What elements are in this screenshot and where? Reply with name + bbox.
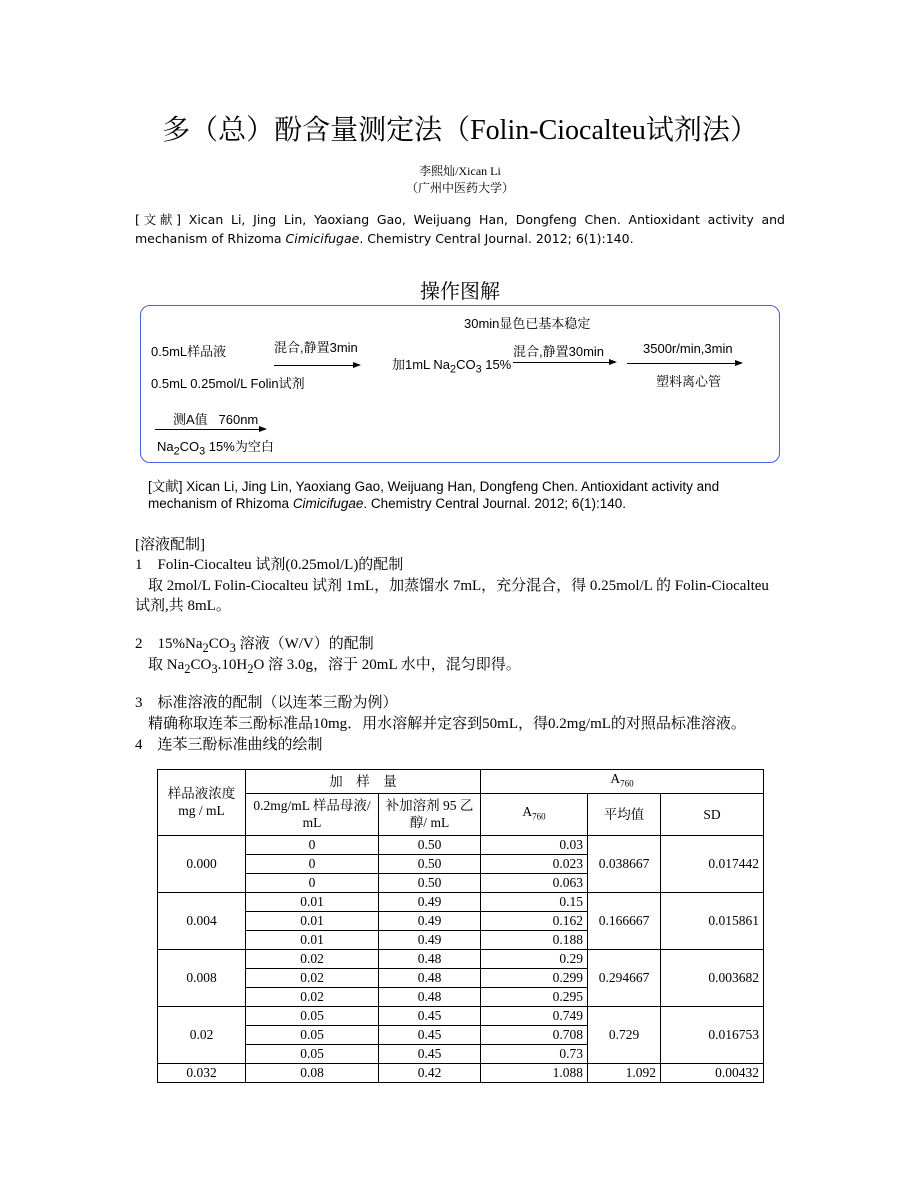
- arrow-icon: [155, 429, 265, 430]
- absorbance-cell: 0.299: [481, 968, 588, 987]
- mean-cell: 0.729: [588, 1006, 661, 1063]
- procedure-diagram: [140, 305, 780, 463]
- diagram-caption: [文献] Xican Li, Jing Lin, Yaoxiang Gao, Weijuang Han, Dongfeng Chen. Antioxidant activity and mechanism of Rhizoma Cimicifugae. Chemistry Central Journal. 2012; 6(1):140.: [148, 479, 720, 511]
- stock-volume-cell: 0.01: [246, 911, 379, 930]
- arrow-icon: [627, 363, 741, 364]
- absorbance-cell: 0.162: [481, 911, 588, 930]
- step1-label: 混合,静置3min: [274, 340, 358, 355]
- solvent-volume-cell: 0.48: [379, 949, 481, 968]
- blank-label: $Na_2CO_3$ 15%为空白: [157, 439, 274, 458]
- absorbance-cell: 0.29: [481, 949, 588, 968]
- add-label: 加1mL $Na_2CO_3$ 15%: [392, 357, 512, 376]
- table-row: [158, 949, 764, 968]
- mean-cell: 0.294667: [588, 949, 661, 1006]
- absorbance-cell: 0.749: [481, 1006, 588, 1025]
- stock-volume-cell: 0.05: [246, 1025, 379, 1044]
- concentration-cell: 0.004: [158, 892, 246, 949]
- arrow-icon: [274, 365, 359, 366]
- stock-volume-cell: 0.01: [246, 892, 379, 911]
- item-3-body: 精确称取连苯三酚标准品10mg．用水溶解并定容到50mL，得0.2mg/mL的对照品标准溶液。: [148, 716, 746, 732]
- tube-label: 塑料离心管: [656, 374, 722, 389]
- reference: [文献] Xican Li, Jing Lin, Yaoxiang Gao, Weijuang Han, Dongfeng Chen. Antioxidant activity and mechanism of Rhizoma Cimicifugae. Chemistry Central Journal. 2012; 6(1):140.: [135, 212, 785, 246]
- absorbance-cell: 0.063: [481, 873, 588, 892]
- mean-cell: 1.092: [588, 1063, 661, 1082]
- stable-label: 30min显色已基本稳定: [464, 316, 591, 331]
- stock-volume-cell: 0: [246, 835, 379, 854]
- solvent-volume-cell: 0.49: [379, 930, 481, 949]
- header-sd: SD: [661, 793, 764, 835]
- solvent-volume-cell: 0.50: [379, 854, 481, 873]
- mean-cell: 0.166667: [588, 892, 661, 949]
- absorbance-cell: 0.295: [481, 987, 588, 1006]
- stock-volume-cell: 0: [246, 873, 379, 892]
- header-solvent: 补加溶剂 95 乙醇/ mL: [379, 793, 481, 835]
- item-1-heading: 1 Folin-Ciocalteu 试剂(0.25mol/L)的配制: [135, 557, 404, 573]
- header-sample-amount: 加 样 量: [246, 770, 481, 794]
- stock-volume-cell: 0.02: [246, 987, 379, 1006]
- absorbance-cell: 0.73: [481, 1044, 588, 1063]
- measure-label: 测A值 760nm: [173, 412, 259, 427]
- stock-volume-cell: 0: [246, 854, 379, 873]
- stock-volume-cell: 0.01: [246, 930, 379, 949]
- header-a760: $A_{760}$: [481, 793, 588, 835]
- solvent-volume-cell: 0.45: [379, 1025, 481, 1044]
- sd-cell: 0.00432: [661, 1063, 764, 1082]
- stock-volume-cell: 0.02: [246, 949, 379, 968]
- solvent-volume-cell: 0.49: [379, 892, 481, 911]
- diagram-title: 操作图解: [420, 281, 500, 303]
- table-row: [158, 1006, 764, 1025]
- solvent-volume-cell: 0.49: [379, 911, 481, 930]
- stock-volume-cell: 0.05: [246, 1044, 379, 1063]
- arrow-icon: [513, 362, 615, 363]
- affiliation: （广州中医药大学）: [405, 181, 514, 195]
- concentration-cell: 0.000: [158, 835, 246, 892]
- absorbance-cell: 0.15: [481, 892, 588, 911]
- sample-label: 0.5mL样品液: [151, 344, 227, 359]
- item-3-heading: 3 标准溶液的配制（以连苯三酚为例）: [135, 695, 398, 711]
- header-mean: 平均值: [588, 793, 661, 835]
- item-1-body: 取 2mol/L Folin-Ciocalteu 试剂 1mL，加蒸馏水 7mL，充分混合，得 0.25mol/L 的 Folin-Ciocalteu: [148, 578, 769, 594]
- sd-cell: 0.017442: [661, 835, 764, 892]
- table-row: [158, 892, 764, 911]
- mean-cell: 0.038667: [588, 835, 661, 892]
- solvent-volume-cell: 0.48: [379, 968, 481, 987]
- solvent-volume-cell: 0.50: [379, 873, 481, 892]
- section-heading: [溶液配制]: [135, 537, 205, 553]
- standard-curve-table: [157, 769, 764, 1083]
- header-a760-group: $A_{760}$: [481, 770, 764, 794]
- step2-label: 混合,静置30min: [513, 344, 605, 359]
- absorbance-cell: 1.088: [481, 1063, 588, 1082]
- concentration-cell: 0.02: [158, 1006, 246, 1063]
- item-2-heading: 2 $15\%Na_2CO_3$ 溶液（W/V）的配制: [135, 636, 374, 655]
- centrifuge-label: 3500r/min,3min: [643, 341, 733, 356]
- solvent-volume-cell: 0.50: [379, 835, 481, 854]
- folin-label: 0.5mL 0.25mol/L Folin试剂: [151, 376, 305, 391]
- header-concentration: 样品液浓度 mg / mL: [158, 770, 246, 836]
- stock-volume-cell: 0.08: [246, 1063, 379, 1082]
- sd-cell: 0.015861: [661, 892, 764, 949]
- sd-cell: 0.003682: [661, 949, 764, 1006]
- absorbance-cell: 0.188: [481, 930, 588, 949]
- stock-volume-cell: 0.05: [246, 1006, 379, 1025]
- table-row: [158, 835, 764, 854]
- solvent-volume-cell: 0.45: [379, 1044, 481, 1063]
- item-4-heading: 4 连苯三酚标准曲线的绘制: [135, 737, 323, 753]
- absorbance-cell: 0.708: [481, 1025, 588, 1044]
- table-row: [158, 1063, 764, 1082]
- author: 李熙灿/Xican Li: [419, 164, 501, 178]
- item-1-body-cont: 试剂,共 8mL。: [135, 598, 231, 614]
- concentration-cell: 0.032: [158, 1063, 246, 1082]
- solvent-volume-cell: 0.42: [379, 1063, 481, 1082]
- page-title: 多（总）酚含量测定法（Folin-Ciocalteu试剂法）: [162, 115, 758, 146]
- solvent-volume-cell: 0.48: [379, 987, 481, 1006]
- concentration-cell: 0.008: [158, 949, 246, 1006]
- absorbance-cell: 0.023: [481, 854, 588, 873]
- solvent-volume-cell: 0.45: [379, 1006, 481, 1025]
- header-stock: 0.2mg/mL 样品母液/ mL: [246, 793, 379, 835]
- sd-cell: 0.016753: [661, 1006, 764, 1063]
- stock-volume-cell: 0.02: [246, 968, 379, 987]
- item-2-body: 取 $Na_2CO_3.10H_2O$ 溶 3.0g，溶于 20mL 水中，混匀即得。: [148, 657, 521, 676]
- absorbance-cell: 0.03: [481, 835, 588, 854]
